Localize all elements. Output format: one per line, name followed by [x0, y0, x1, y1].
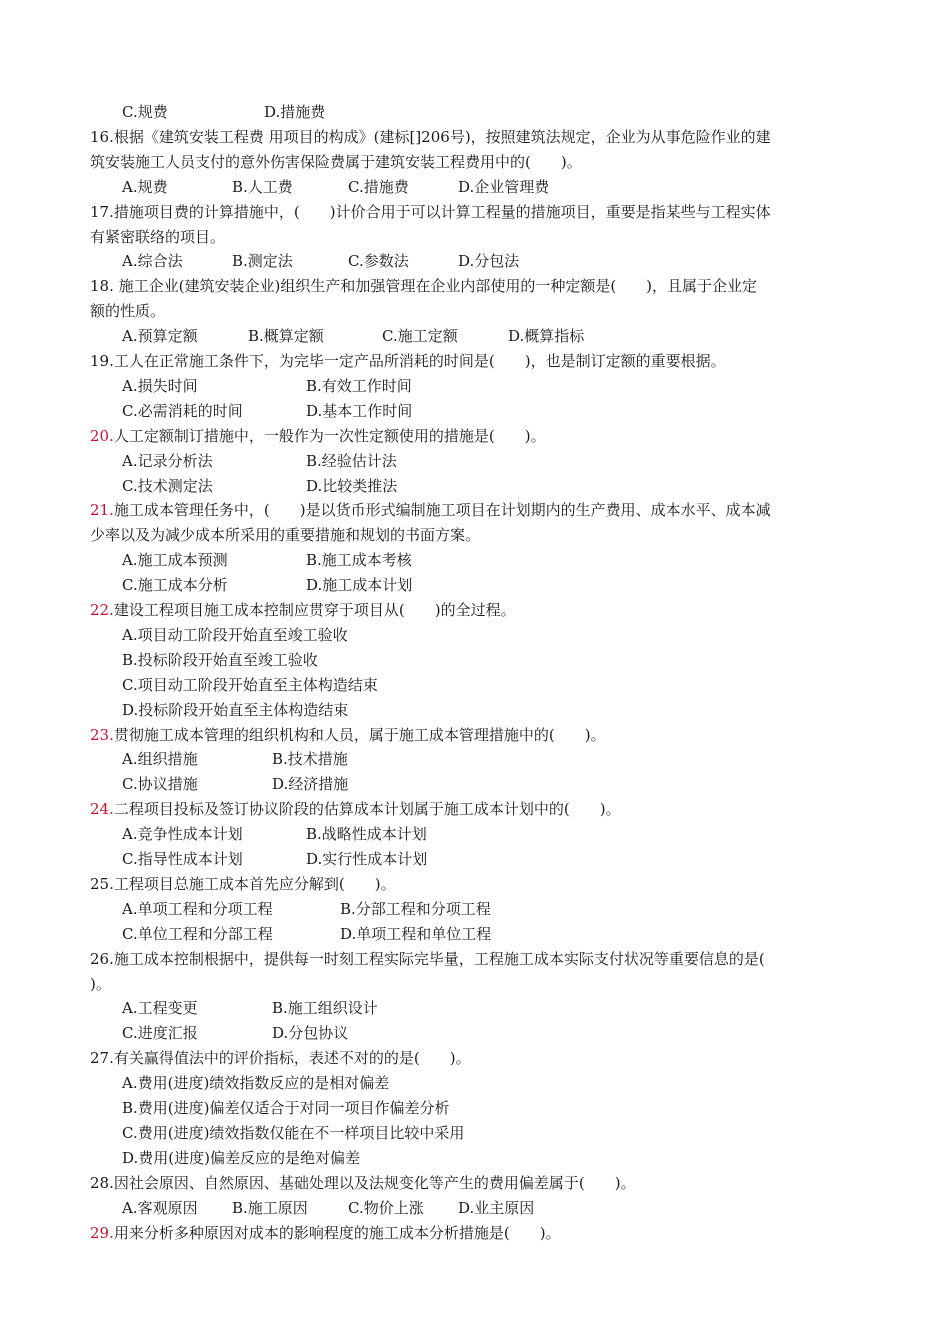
option-text: A.规费 [122, 177, 168, 196]
text-line [122, 1123, 464, 1143]
question-number: 28. [90, 1173, 114, 1192]
text-line [90, 227, 225, 247]
question-number: 26. [90, 949, 114, 968]
option-text: C.施工成本分析 [122, 576, 228, 595]
question-line [90, 500, 771, 520]
option-text: C.规费 [122, 103, 168, 121]
option-text: D.措施费 [264, 103, 326, 121]
option-text: D.分包协议 [272, 1024, 349, 1043]
line-text: D.费用(进度)偏差反应的是绝对偏差 [122, 1148, 360, 1167]
option-text: A.记录分析法 [122, 451, 213, 470]
option-text: D.比较类推法 [306, 476, 398, 495]
question-line [90, 1223, 561, 1243]
line-text: B.投标阶段开始直至竣工验收 [122, 650, 318, 669]
text-line [90, 301, 165, 321]
option-text: C.指导性成本计划 [122, 850, 243, 868]
option-text: C.施工定额 [382, 327, 458, 346]
option-text: B.经验估计法 [306, 451, 397, 470]
line-text: B.费用(进度)偏差仅适合于对同一项目作偏差分析 [122, 1099, 450, 1117]
text-line [122, 1148, 360, 1168]
option-text: A.单项工程和分项工程 [122, 899, 273, 918]
question-text: 二程项目投标及签订协议阶段的估算成本计划属于施工成本计划中的( )。 [113, 800, 621, 819]
option-text: B.概算定额 [248, 327, 324, 346]
question-line [90, 426, 546, 446]
option-text: C.参数法 [348, 252, 409, 271]
option-text: D.企业管理费 [458, 177, 550, 196]
text-line [122, 625, 348, 645]
question-line [90, 202, 771, 222]
option-text: B.有效工作时间 [306, 376, 412, 395]
question-line [90, 799, 621, 819]
option-text: B.技术措施 [272, 750, 348, 769]
option-text: A.综合法 [122, 252, 183, 271]
question-text: 措施项目费的计算措施中，( )计价合用于可以计算工程量的措施项目，重要是指某些与工程实体 [113, 202, 771, 221]
text-line [90, 525, 480, 545]
question-number: 18. [90, 277, 114, 296]
question-number: 20. [90, 426, 114, 445]
option-text: A.损失时间 [122, 376, 198, 395]
text-line [122, 650, 318, 670]
question-text: 人工定额制订措施中，一般作为一次性定额使用的措施是( )。 [113, 426, 546, 445]
option-text: C.物价上涨 [348, 1198, 424, 1217]
line-text: 有紧密联络的项目。 [90, 227, 226, 246]
option-text: D.单项工程和单位工程 [340, 924, 492, 943]
option-text: B.战略性成本计划 [306, 825, 427, 844]
option-text: D.业主原因 [458, 1198, 535, 1217]
question-text: 用来分析多种原因对成本的影响程度的施工成本分析措施是( )。 [113, 1223, 561, 1242]
question-line [90, 351, 726, 371]
option-text: B.施工组织设计 [272, 999, 378, 1018]
question-text: 施工企业(建筑安装企业)组织生产和加强管理在企业内部使用的一种定额是( )，且属于企业定 [113, 277, 758, 296]
text-line [122, 1073, 389, 1093]
question-line [90, 1173, 636, 1193]
line-text: 筑安装施工人员支付的意外伤害保险费属于建筑安装工程费用中的( )。 [90, 152, 582, 171]
option-text: C.措施费 [348, 177, 409, 196]
line-text: A.项目动工阶段开始直至竣工验收 [122, 625, 348, 644]
option-text: A.施工成本预测 [122, 551, 228, 570]
option-text: D.分包法 [458, 252, 520, 271]
option-text: D.基本工作时间 [306, 401, 413, 420]
option-text: A.竞争性成本计划 [122, 825, 243, 844]
option-text: D.经济措施 [272, 775, 349, 794]
option-text: D.实行性成本计划 [306, 850, 428, 868]
text-line [90, 974, 111, 994]
option-text: A.组织措施 [122, 750, 198, 769]
question-text: 工人在正常施工条件下，为完毕一定产品所消耗的时间是( )，也是制订定额的重要根据。 [113, 352, 726, 370]
question-number: 16. [90, 127, 114, 146]
question-text: 有关赢得值法中的评价指标，表述不对的的是( )。 [113, 1049, 471, 1068]
text-line [122, 675, 378, 695]
option-text: B.施工原因 [232, 1198, 308, 1217]
option-text: B.测定法 [232, 252, 293, 271]
question-number: 17. [90, 202, 114, 221]
question-line [90, 600, 516, 620]
line-text: )。 [90, 974, 111, 993]
question-text: 因社会原因、自然原因、基础处理以及法规变化等产生的费用偏差属于( )。 [113, 1173, 636, 1192]
option-text: C.进度汇报 [122, 1024, 198, 1043]
question-number: 27. [90, 1049, 114, 1068]
line-text: 少率以及为减少成本所采用的重要措施和规划的书面方案。 [90, 526, 481, 545]
question-line [90, 127, 771, 147]
question-line [90, 276, 757, 296]
option-text: B.人工费 [232, 177, 293, 196]
line-text: 额的性质。 [90, 302, 166, 321]
question-text: 施工成本控制根据中，提供每一时刻工程实际完毕量，工程施工成本实际支付状况等重要信息的是( [113, 949, 765, 968]
question-text: 根据《建筑安装工程费 用项目的构成》(建标[]206号)，按照建筑法规定，企业为从事危险作业的建 [113, 127, 771, 146]
question-number: 24. [90, 800, 114, 819]
question-text: 施工成本管理任务中，( )是以货币形式编制施工项目在计划期内的生产费用、成本水平、成本减 [113, 501, 771, 520]
question-number: 29. [90, 1223, 114, 1242]
option-text: D.施工成本计划 [306, 576, 413, 595]
question-line [90, 874, 396, 894]
text-line [122, 1098, 450, 1118]
option-text: A.预算定额 [122, 327, 198, 346]
question-line [90, 1048, 471, 1068]
line-text: C.费用(进度)绩效指数仅能在不一样项目比较中采用 [122, 1123, 465, 1142]
text-line [122, 700, 348, 720]
option-text: B.施工成本考核 [306, 551, 412, 570]
question-line [90, 725, 606, 745]
question-text: 工程项目总施工成本首先应分解到( )。 [113, 874, 396, 893]
line-text: D.投标阶段开始直至主体构造结束 [122, 700, 349, 719]
option-text: A.工程变更 [122, 999, 198, 1018]
question-line [90, 949, 765, 969]
option-text: C.单位工程和分部工程 [122, 924, 273, 943]
option-text: A.客观原因 [122, 1198, 198, 1217]
question-text: 建设工程项目施工成本控制应贯穿于项目从( )的全过程。 [113, 601, 516, 619]
option-text: B.分部工程和分项工程 [340, 899, 491, 918]
question-text: 贯彻施工成本管理的组织机构和人员，属于施工成本管理措施中的( )。 [113, 725, 606, 744]
text-line [90, 152, 582, 172]
option-text: D.概算指标 [508, 327, 585, 346]
question-number: 23. [90, 725, 114, 744]
option-text: C.协议措施 [122, 775, 198, 794]
line-text: C.项目动工阶段开始直至主体构造结束 [122, 675, 378, 694]
question-number: 25. [90, 874, 114, 893]
question-number: 22. [90, 601, 114, 619]
option-text: C.技术测定法 [122, 476, 213, 495]
option-text: C.必需消耗的时间 [122, 401, 243, 420]
line-text: A.费用(进度)绩效指数反应的是相对偏差 [122, 1074, 390, 1093]
question-number: 21. [90, 501, 114, 520]
question-number: 19. [90, 352, 114, 370]
